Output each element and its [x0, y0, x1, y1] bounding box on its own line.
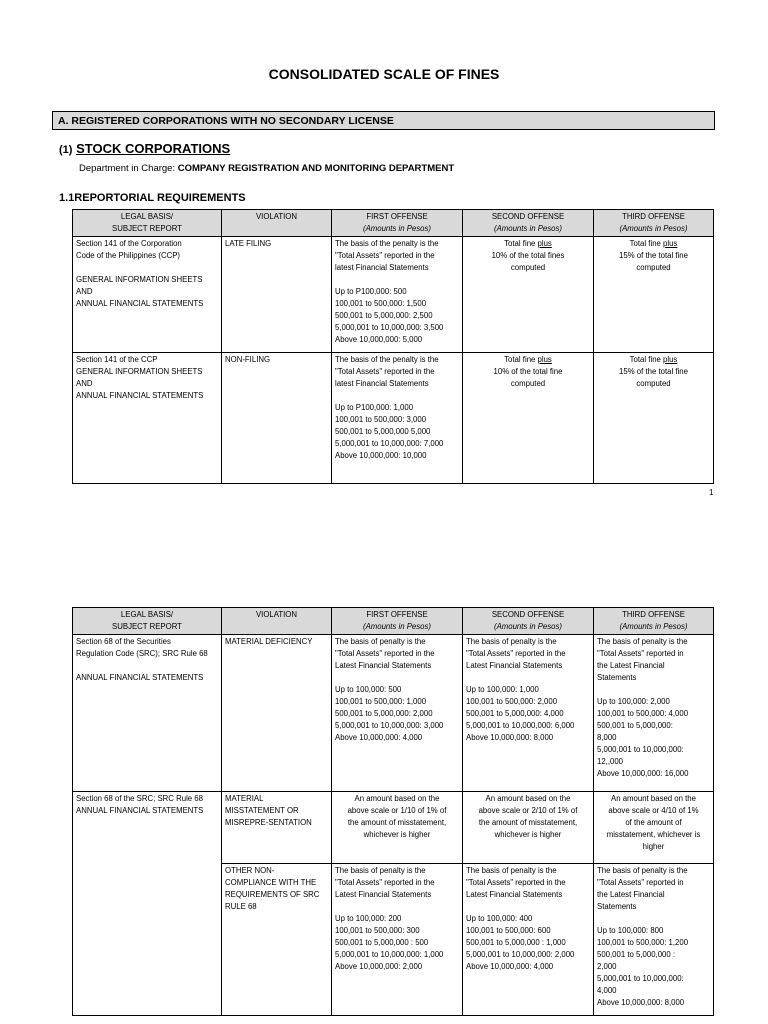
cell-line: ANNUAL FINANCIAL STATEMENTS: [76, 806, 204, 815]
violation-cell: NON-FILING: [222, 353, 332, 484]
cell-line: Up to 100,000: 500: [335, 685, 402, 694]
cell-line: AND: [76, 379, 93, 388]
violation-cell: [222, 792, 332, 864]
first-offense-cell: [332, 353, 463, 484]
cell-line: Section 68 of the SRC; SRC Rule 68: [76, 794, 203, 803]
cell-line: GENERAL INFORMATION SHEETS: [76, 367, 203, 376]
cell-line: [597, 913, 710, 925]
cell-line: 100,001 to 500,000: 300: [335, 926, 420, 935]
header-second-label: SECOND OFFENSE: [491, 610, 565, 619]
cell-line: 12,,000: [597, 757, 624, 766]
cell-line: "Total Assets" reported in the: [335, 367, 435, 376]
fine-plus: plus: [663, 355, 678, 364]
cell-line: above scale or 4/10 of 1%: [608, 806, 699, 815]
second-offense-cell: [463, 353, 594, 484]
cell-line: AND: [76, 287, 93, 296]
cell-line: 5,000,001 to 10,000,000: 3,500: [335, 323, 444, 332]
cell-line: "Total Assets" reported in the: [335, 649, 435, 658]
header-third-label: THIRD OFFENSE: [622, 212, 685, 221]
cell-line: Up to P100,000: 500: [335, 287, 407, 296]
cell-line: 500,001 to 5,000,000:: [597, 721, 673, 730]
cell-line: whichever is higher: [494, 830, 562, 839]
cell-line: Above 10,000,000: 16,000: [597, 769, 689, 778]
fine-plus: plus: [537, 355, 552, 364]
header-violation: VIOLATION: [222, 608, 332, 635]
subsection-label: STOCK CORPORATIONS: [76, 141, 231, 156]
cell-line: whichever is higher: [363, 830, 431, 839]
cell-line: higher: [642, 842, 665, 851]
cell-line: 100,001 to 500,000: 1,000: [335, 697, 427, 706]
cell-line: ANNUAL FINANCIAL STATEMENTS: [76, 673, 204, 682]
department-line: [79, 163, 454, 174]
cell-line: "Total Assets" reported in the: [335, 878, 435, 887]
violation-cell: [222, 864, 332, 1016]
second-offense-cell: [463, 864, 594, 1016]
header-legal-basis: [73, 608, 222, 635]
cell-line: 500,001 to 5,000,000: 2,500: [335, 311, 433, 320]
cell-line: Latest Financial Statements: [466, 661, 563, 670]
subsection-heading: [59, 141, 230, 156]
header-first-offense: [332, 608, 463, 635]
cell-line: 2,000: [597, 962, 617, 971]
fine-text: Total fine: [504, 355, 538, 364]
cell-line: Section 68 of the Securities: [76, 637, 171, 646]
header-second-offense: [463, 210, 594, 237]
cell-line: GENERAL INFORMATION SHEETS: [76, 275, 203, 284]
department-value: COMPANY REGISTRATION AND MONITORING DEPARTMENT: [177, 163, 455, 174]
header-first-label: FIRST OFFENSE: [366, 610, 428, 619]
cell-line: Up to P100,000: 1,000: [335, 403, 414, 412]
document-title: CONSOLIDATED SCALE OF FINES: [268, 66, 500, 82]
header-third-offense: [594, 608, 714, 635]
cell-line: [76, 262, 218, 274]
cell-line: the Latest Financial: [597, 890, 665, 899]
first-offense-cell: [332, 864, 463, 1016]
header-violation: VIOLATION: [222, 210, 332, 237]
cell-line: 500,001 to 5,000,000 :: [597, 950, 676, 959]
cell-line: Above 10,000,000: 4,000: [335, 733, 423, 742]
header-legal-basis-line2: SUBJECT REPORT: [112, 224, 182, 233]
cell-line: 5,000,001 to 10,000,000: 2,000: [466, 950, 575, 959]
cell-line: Up to 100,000: 800: [597, 926, 664, 935]
cell-line: [466, 672, 590, 684]
cell-line: Above 10,000,000: 8,000: [466, 733, 554, 742]
fines-table-1: [72, 209, 714, 484]
cell-line: 5,000,001 to 10,000,000: 6,000: [466, 721, 575, 730]
cell-line: 100,001 to 500,000: 4,000: [597, 709, 689, 718]
fine-percent: 15% of the total fine: [619, 251, 688, 260]
cell-line: RULE 68: [225, 902, 257, 911]
second-offense-cell: [463, 635, 594, 792]
fine-plus: plus: [537, 239, 552, 248]
third-offense-cell: [594, 353, 714, 484]
cell-line: 100,001 to 500,000: 3,000: [335, 415, 427, 424]
cell-line: 500,001 to 5,000,000: 2,000: [335, 709, 433, 718]
header-first-label: FIRST OFFENSE: [366, 212, 428, 221]
cell-line: The basis of penalty is the: [597, 637, 688, 646]
cell-line: Statements: [597, 902, 637, 911]
cell-line: [76, 660, 218, 672]
cell-line: 5,000,001 to 10,000,000: 7,000: [335, 439, 444, 448]
cell-line: above scale or 2/10 of 1% of: [478, 806, 578, 815]
cell-line: "Total Assets" reported in the: [466, 878, 566, 887]
cell-line: 500,001 to 5,000,000 : 500: [335, 938, 429, 947]
header-second-offense: [463, 608, 594, 635]
fine-computed: computed: [510, 263, 546, 272]
cell-line: Statements: [597, 673, 637, 682]
cell-line: "Total Assets" reported in the: [466, 649, 566, 658]
fine-computed: computed: [636, 263, 671, 272]
cell-line: 500,001 to 5,000,000: 4,000: [466, 709, 564, 718]
cell-line: [335, 901, 459, 913]
cell-line: Up to 100,000: 2,000: [597, 697, 670, 706]
third-offense-cell: [594, 792, 714, 864]
cell-line: 8,000: [597, 733, 617, 742]
cell-line: Section 141 of the CCP: [76, 355, 158, 364]
header-first-offense: [332, 210, 463, 237]
cell-line: An amount based on the: [485, 794, 571, 803]
cell-line: 100,001 to 500,000: 600: [466, 926, 551, 935]
cell-line: Regulation Code (SRC); SRC Rule 68: [76, 649, 208, 658]
legal-basis-cell: [73, 237, 222, 353]
table-header-row: [73, 608, 714, 635]
cell-line: 5,000,001 to 10,000,000:: [597, 974, 684, 983]
cell-line: 5,000,001 to 10,000,000:: [597, 745, 684, 754]
table-header-row: [73, 210, 714, 237]
table-row: [73, 353, 714, 484]
header-third-amounts: (Amounts in Pesos): [619, 622, 688, 631]
cell-line: 100,001 to 500,000: 1,200: [597, 938, 689, 947]
cell-line: Above 10,000,000: 2,000: [335, 962, 423, 971]
cell-line: Up to 100,000: 400: [466, 914, 533, 923]
fines-table-2: [72, 607, 714, 1016]
table-row: [73, 792, 714, 864]
violation-cell: LATE FILING: [222, 237, 332, 353]
header-third-offense: [594, 210, 714, 237]
third-offense-cell: [594, 864, 714, 1016]
cell-line: REQUIREMENTS OF SRC: [225, 890, 320, 899]
cell-line: above scale or 1/10 of 1% of: [347, 806, 447, 815]
header-third-amounts: (Amounts in Pesos): [619, 224, 688, 233]
cell-line: Above 10,000,000: 10,000: [335, 451, 427, 460]
cell-line: Above 10,000,000: 5,000: [335, 335, 423, 344]
cell-line: Above 10,000,000: 4,000: [466, 962, 554, 971]
cell-line: The basis of the penalty is the: [335, 239, 439, 248]
cell-line: Up to 100,000: 1,000: [466, 685, 539, 694]
cell-line: [335, 672, 459, 684]
cell-line: Latest Financial Statements: [335, 890, 432, 899]
cell-line: Code of the Philippines (CCP): [76, 251, 181, 260]
cell-line: "Total Assets" reported in: [597, 878, 684, 887]
subsection-number: (1): [59, 144, 73, 156]
cell-line: latest Financial Statements: [335, 379, 429, 388]
first-offense-cell: [332, 237, 463, 353]
cell-line: the amount of misstatement,: [478, 818, 578, 827]
fine-text: Total fine: [629, 355, 664, 364]
cell-line: 100,001 to 500,000: 1,500: [335, 299, 427, 308]
cell-line: ANNUAL FINANCIAL STATEMENTS: [76, 391, 204, 400]
cell-line: OTHER NON-: [225, 866, 275, 875]
cell-line: MISREPRE-SENTATION: [225, 818, 312, 827]
cell-line: latest Financial Statements: [335, 263, 429, 272]
header-second-amounts: (Amounts in Pesos): [493, 622, 563, 631]
cell-line: misstatement, whichever is: [606, 830, 701, 839]
cell-line: the Latest Financial: [597, 661, 665, 670]
cell-line: [335, 390, 459, 402]
cell-line: The basis of penalty is the: [466, 637, 557, 646]
first-offense-cell: [332, 635, 463, 792]
section-a-heading: A. REGISTERED CORPORATIONS WITH NO SECONDARY LICENSE: [52, 111, 715, 130]
cell-line: 500,001 to 5,000,000 : 1,000: [466, 938, 566, 947]
fine-percent: 15% of the total fine: [619, 367, 688, 376]
cell-line: 4,000: [597, 986, 617, 995]
cell-line: Section 141 of the Corporation: [76, 239, 182, 248]
legal-basis-cell: [73, 635, 222, 792]
cell-line: The basis of the penalty is the: [335, 355, 439, 364]
page-number: 1: [709, 488, 714, 497]
cell-line: "Total Assets" reported in the: [335, 251, 435, 260]
cell-line: MATERIAL: [225, 794, 264, 803]
third-offense-cell: [594, 635, 714, 792]
header-second-label: SECOND OFFENSE: [491, 212, 565, 221]
header-legal-basis-line1: LEGAL BASIS/: [120, 610, 174, 619]
cell-line: "Total Assets" reported in: [597, 649, 684, 658]
third-offense-cell: [594, 237, 714, 353]
header-first-amounts: (Amounts in Pesos): [362, 224, 432, 233]
cell-line: [335, 274, 459, 286]
header-legal-basis-line1: LEGAL BASIS/: [120, 212, 174, 221]
cell-line: Latest Financial Statements: [335, 661, 432, 670]
cell-line: The basis of penalty is the: [335, 866, 426, 875]
cell-line: 500,001 to 5,000,000 5,000: [335, 427, 431, 436]
cell-line: 5,000,001 to 10,000,000: 1,000: [335, 950, 444, 959]
fine-computed: computed: [510, 379, 546, 388]
cell-line: Latest Financial Statements: [466, 890, 563, 899]
cell-line: Up to 100,000: 200: [335, 914, 402, 923]
table-row: [73, 635, 714, 792]
fine-computed: computed: [636, 379, 671, 388]
cell-line: [597, 684, 710, 696]
cell-line: MISSTATEMENT OR: [225, 806, 299, 815]
cell-line: COMPLIANCE WITH THE: [225, 878, 317, 887]
cell-line: 100,001 to 500,000: 2,000: [466, 697, 558, 706]
header-second-amounts: (Amounts in Pesos): [493, 224, 563, 233]
fine-percent: 10% of the total fine: [493, 367, 563, 376]
legal-basis-cell: [73, 792, 222, 1016]
cell-line: The basis of penalty is the: [335, 637, 426, 646]
cell-line: The basis of penalty is the: [466, 866, 557, 875]
cell-line: of the amount of: [625, 818, 682, 827]
header-legal-basis-line2: SUBJECT REPORT: [112, 622, 182, 631]
second-offense-cell: [463, 792, 594, 864]
first-offense-cell: [332, 792, 463, 864]
fine-text: Total fine: [504, 239, 538, 248]
header-third-label: THIRD OFFENSE: [622, 610, 685, 619]
fine-text: Total fine: [629, 239, 664, 248]
cell-line: the amount of misstatement,: [347, 818, 447, 827]
cell-line: ANNUAL FINANCIAL STATEMENTS: [76, 299, 204, 308]
cell-line: An amount based on the: [611, 794, 696, 803]
cell-line: The basis of penalty is the: [597, 866, 688, 875]
cell-line: [466, 901, 590, 913]
header-legal-basis: [73, 210, 222, 237]
header-first-amounts: (Amounts in Pesos): [362, 622, 432, 631]
cell-line: An amount based on the: [354, 794, 440, 803]
cell-line: 5,000,001 to 10,000,000: 3,000: [335, 721, 444, 730]
legal-basis-cell: [73, 353, 222, 484]
section-1-1-heading: 1.1REPORTORIAL REQUIREMENTS: [59, 192, 246, 204]
fine-percent: 10% of the total fines: [491, 251, 565, 260]
second-offense-cell: [463, 237, 594, 353]
department-label: Department in Charge:: [79, 163, 178, 174]
violation-cell: MATERIAL DEFICIENCY: [222, 635, 332, 792]
cell-line: Above 10,000,000: 8,000: [597, 998, 685, 1007]
table-row: [73, 237, 714, 353]
fine-plus: plus: [663, 239, 678, 248]
